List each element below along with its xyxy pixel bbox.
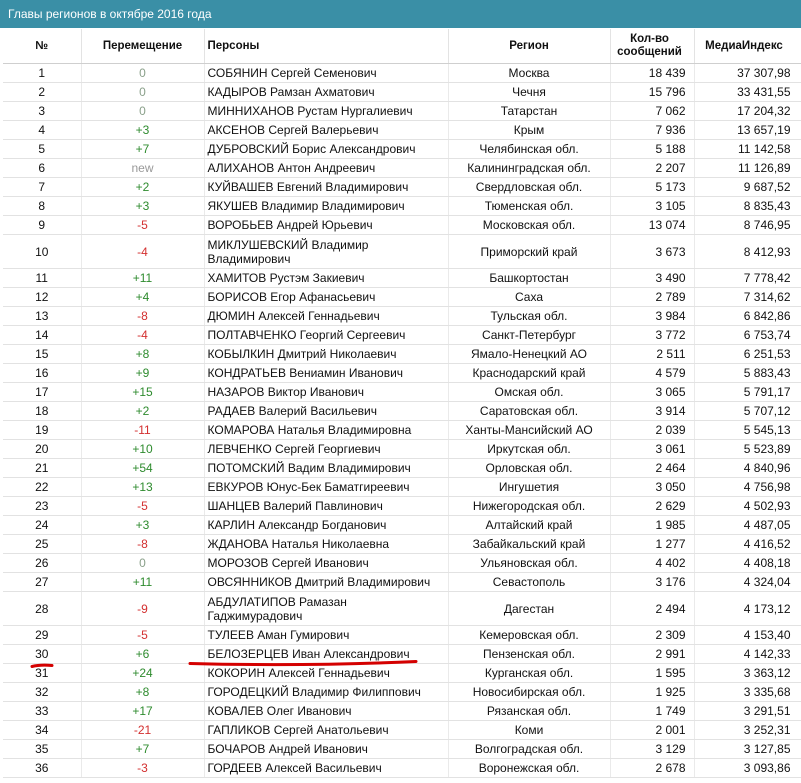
row-region: Калининградская обл. xyxy=(448,159,610,178)
row-region: Орловская обл. xyxy=(448,459,610,478)
row-person: ГОРДЕЕВ Алексей Васильевич xyxy=(204,759,448,778)
row-move: +24 xyxy=(81,664,204,683)
row-count: 1 985 xyxy=(610,516,694,535)
row-move: -21 xyxy=(81,721,204,740)
row-num: 30 xyxy=(3,645,81,664)
row-num: 25 xyxy=(3,535,81,554)
row-person: ЖДАНОВА Наталья Николаевна xyxy=(204,535,448,554)
row-region: Алтайский край xyxy=(448,516,610,535)
row-move: -9 xyxy=(81,592,204,626)
table-row xyxy=(3,288,801,307)
row-person: ОВСЯННИКОВ Дмитрий Владимирович xyxy=(204,573,448,592)
row-num: 20 xyxy=(3,440,81,459)
table-row xyxy=(3,364,801,383)
row-region: Санкт-Петербург xyxy=(448,326,610,345)
column-header-count[interactable]: Кол-во сообщений xyxy=(610,29,694,64)
row-count: 3 065 xyxy=(610,383,694,402)
row-count: 3 105 xyxy=(610,197,694,216)
row-count: 3 176 xyxy=(610,573,694,592)
row-count: 13 074 xyxy=(610,216,694,235)
row-num: 3 xyxy=(3,102,81,121)
row-count: 1 925 xyxy=(610,683,694,702)
row-person: КОМАРОВА Наталья Владимировна xyxy=(204,421,448,440)
row-num: 2 xyxy=(3,83,81,102)
row-num: 5 xyxy=(3,140,81,159)
row-count: 3 673 xyxy=(610,235,694,269)
row-num: 21 xyxy=(3,459,81,478)
ranking-table-container xyxy=(3,29,801,783)
row-index: 37 307,98 xyxy=(694,64,801,83)
row-move: +3 xyxy=(81,121,204,140)
row-region: Саха xyxy=(448,288,610,307)
row-person: ВОРОБЬЕВ Андрей Юрьевич xyxy=(204,216,448,235)
row-num: 19 xyxy=(3,421,81,440)
row-region: Приморский край xyxy=(448,235,610,269)
row-num: 13 xyxy=(3,307,81,326)
row-move: -4 xyxy=(81,235,204,269)
row-index: 17 204,32 xyxy=(694,102,801,121)
row-num: 34 xyxy=(3,721,81,740)
row-index: 4 173,12 xyxy=(694,592,801,626)
table-row xyxy=(3,535,801,554)
row-count: 4 579 xyxy=(610,364,694,383)
table-row xyxy=(3,759,801,778)
row-person: БОРИСОВ Егор Афанасьевич xyxy=(204,288,448,307)
row-region: Тульская обл. xyxy=(448,307,610,326)
row-count: 2 207 xyxy=(610,159,694,178)
row-move: +9 xyxy=(81,364,204,383)
row-person: ГОРОДЕЦКИЙ Владимир Филиппович xyxy=(204,683,448,702)
row-person: ПОТОМСКИЙ Вадим Владимирович xyxy=(204,459,448,478)
row-count: 2 678 xyxy=(610,759,694,778)
row-index: 5 545,13 xyxy=(694,421,801,440)
row-index: 3 291,51 xyxy=(694,702,801,721)
row-count: 3 129 xyxy=(610,740,694,759)
table-row xyxy=(3,197,801,216)
row-person: КОНДРАТЬЕВ Вениамин Иванович xyxy=(204,364,448,383)
row-count: 18 439 xyxy=(610,64,694,83)
row-num: 4 xyxy=(3,121,81,140)
row-num: 27 xyxy=(3,573,81,592)
row-num: 35 xyxy=(3,740,81,759)
row-index: 4 840,96 xyxy=(694,459,801,478)
row-count: 2 309 xyxy=(610,626,694,645)
row-index: 8 835,43 xyxy=(694,197,801,216)
table-row xyxy=(3,421,801,440)
row-index: 6 753,74 xyxy=(694,326,801,345)
row-count: 15 796 xyxy=(610,83,694,102)
row-person: НАЗАРОВ Виктор Иванович xyxy=(204,383,448,402)
row-person: КАРЛИН Александр Богданович xyxy=(204,516,448,535)
row-num: 32 xyxy=(3,683,81,702)
row-index: 3 127,85 xyxy=(694,740,801,759)
row-person: ТУЛЕЕВ Аман Гумирович xyxy=(204,626,448,645)
row-move: +11 xyxy=(81,573,204,592)
row-person: БОЧАРОВ Андрей Иванович xyxy=(204,740,448,759)
row-num: 17 xyxy=(3,383,81,402)
row-move: 0 xyxy=(81,64,204,83)
table-row xyxy=(3,159,801,178)
row-region: Пензенская обл. xyxy=(448,645,610,664)
row-index: 33 431,55 xyxy=(694,83,801,102)
row-region: Ульяновская обл. xyxy=(448,554,610,573)
row-region: Омская обл. xyxy=(448,383,610,402)
row-count: 1 277 xyxy=(610,535,694,554)
row-region: Нижегородская обл. xyxy=(448,497,610,516)
row-count: 7 936 xyxy=(610,121,694,140)
row-person: ХАМИТОВ Рустэм Закиевич xyxy=(204,269,448,288)
row-num: 9 xyxy=(3,216,81,235)
row-region: Коми xyxy=(448,721,610,740)
table-row xyxy=(3,216,801,235)
row-person: КУЙВАШЕВ Евгений Владимирович xyxy=(204,178,448,197)
row-index: 5 523,89 xyxy=(694,440,801,459)
row-index: 3 093,86 xyxy=(694,759,801,778)
table-row xyxy=(3,140,801,159)
table-row xyxy=(3,721,801,740)
row-region: Московская обл. xyxy=(448,216,610,235)
row-region: Краснодарский край xyxy=(448,364,610,383)
row-region: Дагестан xyxy=(448,592,610,626)
row-move: +13 xyxy=(81,478,204,497)
row-index: 11 142,58 xyxy=(694,140,801,159)
row-region: Ханты-Мансийский АО xyxy=(448,421,610,440)
row-move: 0 xyxy=(81,554,204,573)
column-header-index[interactable]: МедиаИндекс xyxy=(694,29,801,64)
row-region: Курганская обл. xyxy=(448,664,610,683)
row-count: 5 173 xyxy=(610,178,694,197)
row-count: 3 061 xyxy=(610,440,694,459)
row-move: -8 xyxy=(81,535,204,554)
row-person: БЕЛОЗЕРЦЕВ Иван Александрович xyxy=(204,645,448,664)
row-move: +3 xyxy=(81,516,204,535)
table-row xyxy=(3,64,801,83)
row-count: 2 629 xyxy=(610,497,694,516)
column-header-num[interactable]: № xyxy=(3,29,81,64)
row-count: 3 050 xyxy=(610,478,694,497)
row-region: Кемеровская обл. xyxy=(448,626,610,645)
row-count: 2 511 xyxy=(610,345,694,364)
row-index: 3 335,68 xyxy=(694,683,801,702)
row-index: 8 746,95 xyxy=(694,216,801,235)
ranking-table xyxy=(3,29,801,778)
row-count: 2 494 xyxy=(610,592,694,626)
row-num: 33 xyxy=(3,702,81,721)
row-move: -5 xyxy=(81,497,204,516)
row-index: 3 363,12 xyxy=(694,664,801,683)
row-move: +10 xyxy=(81,440,204,459)
table-row xyxy=(3,497,801,516)
row-person: ЯКУШЕВ Владимир Владимирович xyxy=(204,197,448,216)
row-index: 5 791,17 xyxy=(694,383,801,402)
row-move: +2 xyxy=(81,402,204,421)
row-num: 31 xyxy=(3,664,81,683)
row-index: 11 126,89 xyxy=(694,159,801,178)
row-person: МИКЛУШЕВСКИЙ Владимир Владимирович xyxy=(204,235,448,269)
row-index: 4 153,40 xyxy=(694,626,801,645)
row-index: 13 657,19 xyxy=(694,121,801,140)
table-header-row xyxy=(3,29,801,64)
row-count: 4 402 xyxy=(610,554,694,573)
row-move: +8 xyxy=(81,345,204,364)
table-row xyxy=(3,478,801,497)
table-row xyxy=(3,235,801,269)
row-person: АКСЕНОВ Сергей Валерьевич xyxy=(204,121,448,140)
row-index: 9 687,52 xyxy=(694,178,801,197)
row-num: 36 xyxy=(3,759,81,778)
row-person: КОБЫЛКИН Дмитрий Николаевич xyxy=(204,345,448,364)
row-num: 26 xyxy=(3,554,81,573)
row-person: ДЮМИН Алексей Геннадьевич xyxy=(204,307,448,326)
row-move: +11 xyxy=(81,269,204,288)
row-num: 28 xyxy=(3,592,81,626)
row-count: 2 991 xyxy=(610,645,694,664)
row-person: АБДУЛАТИПОВ Рамазан Гаджимурадович xyxy=(204,592,448,626)
row-num: 11 xyxy=(3,269,81,288)
row-index: 5 883,43 xyxy=(694,364,801,383)
row-index: 8 412,93 xyxy=(694,235,801,269)
row-count: 3 984 xyxy=(610,307,694,326)
row-move: +54 xyxy=(81,459,204,478)
row-region: Иркутская обл. xyxy=(448,440,610,459)
row-index: 4 487,05 xyxy=(694,516,801,535)
row-count: 3 772 xyxy=(610,326,694,345)
row-person: ШАНЦЕВ Валерий Павлинович xyxy=(204,497,448,516)
row-index: 6 842,86 xyxy=(694,307,801,326)
row-region: Башкортостан xyxy=(448,269,610,288)
table-row xyxy=(3,83,801,102)
row-region: Ингушетия xyxy=(448,478,610,497)
row-move: new xyxy=(81,159,204,178)
table-row xyxy=(3,440,801,459)
table-row xyxy=(3,326,801,345)
row-person: КАДЫРОВ Рамзан Ахматович xyxy=(204,83,448,102)
row-num: 7 xyxy=(3,178,81,197)
table-row xyxy=(3,554,801,573)
row-move: -5 xyxy=(81,626,204,645)
row-move: +8 xyxy=(81,683,204,702)
row-region: Новосибирская обл. xyxy=(448,683,610,702)
row-move: +4 xyxy=(81,288,204,307)
row-move: 0 xyxy=(81,102,204,121)
row-index: 4 324,04 xyxy=(694,573,801,592)
table-row xyxy=(3,383,801,402)
row-num: 10 xyxy=(3,235,81,269)
row-move: -4 xyxy=(81,326,204,345)
row-index: 4 416,52 xyxy=(694,535,801,554)
row-index: 4 142,33 xyxy=(694,645,801,664)
row-count: 1 595 xyxy=(610,664,694,683)
row-num: 16 xyxy=(3,364,81,383)
row-index: 4 756,98 xyxy=(694,478,801,497)
row-index: 4 502,93 xyxy=(694,497,801,516)
row-move: +7 xyxy=(81,740,204,759)
row-person: ГАПЛИКОВ Сергей Анатольевич xyxy=(204,721,448,740)
row-move: +2 xyxy=(81,178,204,197)
row-num: 1 xyxy=(3,64,81,83)
row-num: 15 xyxy=(3,345,81,364)
row-count: 2 464 xyxy=(610,459,694,478)
row-num: 29 xyxy=(3,626,81,645)
row-person: РАДАЕВ Валерий Васильевич xyxy=(204,402,448,421)
row-move: 0 xyxy=(81,83,204,102)
row-index: 5 707,12 xyxy=(694,402,801,421)
column-header-move[interactable]: Перемещение xyxy=(81,29,204,64)
row-region: Саратовская обл. xyxy=(448,402,610,421)
row-move: +15 xyxy=(81,383,204,402)
row-person: ЛЕВЧЕНКО Сергей Георгиевич xyxy=(204,440,448,459)
table-row xyxy=(3,102,801,121)
table-row xyxy=(3,178,801,197)
table-row xyxy=(3,645,801,664)
row-index: 6 251,53 xyxy=(694,345,801,364)
row-person: МОРОЗОВ Сергей Иванович xyxy=(204,554,448,573)
row-move: -11 xyxy=(81,421,204,440)
table-row xyxy=(3,664,801,683)
table-row xyxy=(3,683,801,702)
row-move: +3 xyxy=(81,197,204,216)
table-row xyxy=(3,307,801,326)
row-move: +6 xyxy=(81,645,204,664)
row-region: Челябинская обл. xyxy=(448,140,610,159)
row-person: КОКОРИН Алексей Геннадьевич xyxy=(204,664,448,683)
row-region: Севастополь xyxy=(448,573,610,592)
row-index: 4 408,18 xyxy=(694,554,801,573)
row-move: +7 xyxy=(81,140,204,159)
row-person: АЛИХАНОВ Антон Андреевич xyxy=(204,159,448,178)
row-person: ПОЛТАВЧЕНКО Георгий Сергеевич xyxy=(204,326,448,345)
row-region: Волгоградская обл. xyxy=(448,740,610,759)
row-count: 3 490 xyxy=(610,269,694,288)
row-count: 3 914 xyxy=(610,402,694,421)
row-person: ЕВКУРОВ Юнус-Бек Баматгиреевич xyxy=(204,478,448,497)
column-header-person[interactable]: Персоны xyxy=(204,29,448,64)
row-index: 7 314,62 xyxy=(694,288,801,307)
row-region: Татарстан xyxy=(448,102,610,121)
row-num: 23 xyxy=(3,497,81,516)
table-row xyxy=(3,516,801,535)
row-region: Свердловская обл. xyxy=(448,178,610,197)
row-count: 2 001 xyxy=(610,721,694,740)
row-region: Воронежская обл. xyxy=(448,759,610,778)
table-row xyxy=(3,459,801,478)
table-row xyxy=(3,269,801,288)
row-num: 18 xyxy=(3,402,81,421)
row-region: Крым xyxy=(448,121,610,140)
row-region: Москва xyxy=(448,64,610,83)
table-row xyxy=(3,626,801,645)
table-row xyxy=(3,592,801,626)
row-person: ДУБРОВСКИЙ Борис Александрович xyxy=(204,140,448,159)
table-row xyxy=(3,402,801,421)
table-row xyxy=(3,702,801,721)
table-row xyxy=(3,573,801,592)
row-index: 7 778,42 xyxy=(694,269,801,288)
row-num: 12 xyxy=(3,288,81,307)
row-move: -5 xyxy=(81,216,204,235)
row-region: Забайкальский край xyxy=(448,535,610,554)
table-row xyxy=(3,121,801,140)
row-move: -8 xyxy=(81,307,204,326)
row-region: Ямало-Ненецкий АО xyxy=(448,345,610,364)
column-header-region[interactable]: Регион xyxy=(448,29,610,64)
row-region: Тюменская обл. xyxy=(448,197,610,216)
row-index: 3 252,31 xyxy=(694,721,801,740)
row-count: 2 039 xyxy=(610,421,694,440)
table-row xyxy=(3,740,801,759)
row-count: 7 062 xyxy=(610,102,694,121)
row-move: -3 xyxy=(81,759,204,778)
row-num: 8 xyxy=(3,197,81,216)
row-num: 24 xyxy=(3,516,81,535)
row-num: 22 xyxy=(3,478,81,497)
row-region: Чечня xyxy=(448,83,610,102)
row-count: 1 749 xyxy=(610,702,694,721)
row-count: 5 188 xyxy=(610,140,694,159)
row-num: 14 xyxy=(3,326,81,345)
row-person: СОБЯНИН Сергей Семенович xyxy=(204,64,448,83)
row-num: 6 xyxy=(3,159,81,178)
table-row xyxy=(3,345,801,364)
row-move: +17 xyxy=(81,702,204,721)
row-region: Рязанская обл. xyxy=(448,702,610,721)
row-person: КОВАЛЕВ Олег Иванович xyxy=(204,702,448,721)
page-title: Главы регионов в октябре 2016 года xyxy=(0,0,801,28)
row-person: МИННИХАНОВ Рустам Нургалиевич xyxy=(204,102,448,121)
row-count: 2 789 xyxy=(610,288,694,307)
